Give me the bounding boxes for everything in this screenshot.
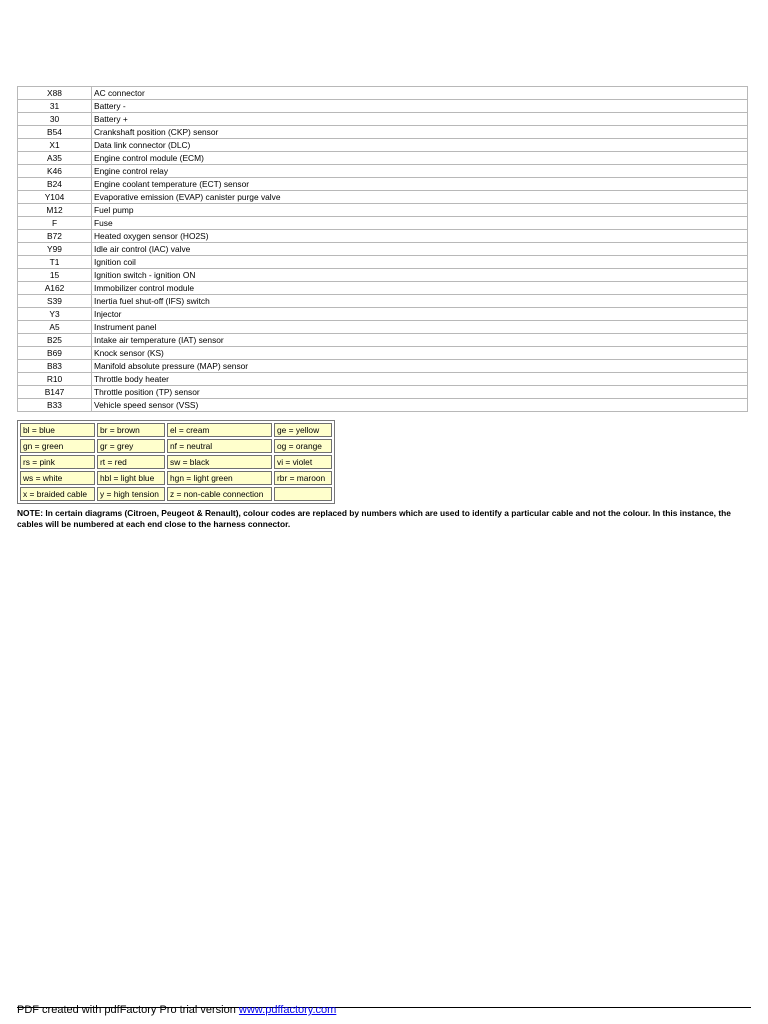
- colour-code-cell: br = brown: [97, 423, 165, 437]
- component-name: Fuse: [92, 217, 748, 230]
- table-row: [18, 87, 748, 100]
- colour-code-cell: y = high tension: [97, 487, 165, 501]
- component-code: B33: [18, 399, 92, 412]
- colour-code-cell: bl = blue: [20, 423, 95, 437]
- colour-code-cell: [274, 487, 332, 501]
- table-row: [18, 321, 748, 334]
- legend-row: [20, 471, 332, 485]
- table-row: [18, 126, 748, 139]
- component-code: B54: [18, 126, 92, 139]
- table-row: [18, 217, 748, 230]
- table-row: [18, 152, 748, 165]
- colour-code-cell: z = non-cable connection: [167, 487, 272, 501]
- colour-code-cell: rt = red: [97, 455, 165, 469]
- component-code: A5: [18, 321, 92, 334]
- component-code: B69: [18, 347, 92, 360]
- table-row: [18, 334, 748, 347]
- component-code: R10: [18, 373, 92, 386]
- component-name: Injector: [92, 308, 748, 321]
- component-code: 31: [18, 100, 92, 113]
- colour-code-cell: hgn = light green: [167, 471, 272, 485]
- component-name: Ignition switch - ignition ON: [92, 269, 748, 282]
- component-name: AC connector: [92, 87, 748, 100]
- component-code: B25: [18, 334, 92, 347]
- component-name: Instrument panel: [92, 321, 748, 334]
- colour-code-cell: sw = black: [167, 455, 272, 469]
- component-name: Knock sensor (KS): [92, 347, 748, 360]
- component-name: Fuel pump: [92, 204, 748, 217]
- table-row: [18, 308, 748, 321]
- component-code: K46: [18, 165, 92, 178]
- component-code: B83: [18, 360, 92, 373]
- table-row: [18, 373, 748, 386]
- legend-row: [20, 487, 332, 501]
- table-row: [18, 204, 748, 217]
- colour-code-note: NOTE: In certain diagrams (Citroen, Peugeot & Renault), colour codes are replaced by numbers which are used to identify a particular cable and not the colour. In this instance, the cables will be numbered at each end close to the harness connector.: [17, 508, 731, 529]
- component-name: Engine control relay: [92, 165, 748, 178]
- legend-row: [20, 423, 332, 437]
- table-row: [18, 386, 748, 399]
- component-code: A35: [18, 152, 92, 165]
- component-code: 15: [18, 269, 92, 282]
- legend-row: [20, 439, 332, 453]
- component-name: Engine coolant temperature (ECT) sensor: [92, 178, 748, 191]
- component-code: T1: [18, 256, 92, 269]
- component-name: Evaporative emission (EVAP) canister purge valve: [92, 191, 748, 204]
- component-name: Throttle position (TP) sensor: [92, 386, 748, 399]
- table-row: [18, 256, 748, 269]
- component-code: B72: [18, 230, 92, 243]
- colour-code-cell: ws = white: [20, 471, 95, 485]
- component-code: Y104: [18, 191, 92, 204]
- component-code: Y3: [18, 308, 92, 321]
- colour-code-cell: ge = yellow: [274, 423, 332, 437]
- component-code: F: [18, 217, 92, 230]
- colour-code-legend-body: [20, 423, 332, 501]
- component-code: B147: [18, 386, 92, 399]
- component-name: Data link connector (DLC): [92, 139, 748, 152]
- table-row: [18, 282, 748, 295]
- component-name: Manifold absolute pressure (MAP) sensor: [92, 360, 748, 373]
- component-name: Battery +: [92, 113, 748, 126]
- component-name: Ignition coil: [92, 256, 748, 269]
- table-row: [18, 230, 748, 243]
- table-row: [18, 100, 748, 113]
- footer-link[interactable]: www.pdffactory.com: [238, 1004, 337, 1016]
- colour-code-cell: rs = pink: [20, 455, 95, 469]
- component-name: Immobilizer control module: [92, 282, 748, 295]
- table-row: [18, 191, 748, 204]
- component-table: [17, 86, 748, 412]
- component-code: S39: [18, 295, 92, 308]
- table-row: [18, 360, 748, 373]
- component-name: Battery -: [92, 100, 748, 113]
- component-name: Crankshaft position (CKP) sensor: [92, 126, 748, 139]
- component-code: Y99: [18, 243, 92, 256]
- table-row: [18, 269, 748, 282]
- component-name: Inertia fuel shut-off (IFS) switch: [92, 295, 748, 308]
- colour-code-cell: gr = grey: [97, 439, 165, 453]
- component-name: Idle air control (IAC) valve: [92, 243, 748, 256]
- table-row: [18, 243, 748, 256]
- colour-code-cell: el = cream: [167, 423, 272, 437]
- component-name: Heated oxygen sensor (HO2S): [92, 230, 748, 243]
- table-row: [18, 113, 748, 126]
- table-row: [18, 139, 748, 152]
- table-row: [18, 295, 748, 308]
- colour-code-cell: vi = violet: [274, 455, 332, 469]
- component-name: Throttle body heater: [92, 373, 748, 386]
- component-code: M12: [18, 204, 92, 217]
- colour-code-cell: x = braided cable: [20, 487, 95, 501]
- footer-text: PDF created with pdfFactory Pro trial version: [17, 1004, 239, 1016]
- table-row: [18, 178, 748, 191]
- colour-code-legend: [17, 420, 335, 504]
- component-name: Vehicle speed sensor (VSS): [92, 399, 748, 412]
- colour-code-cell: nf = neutral: [167, 439, 272, 453]
- table-row: [18, 399, 748, 412]
- colour-code-cell: rbr = maroon: [274, 471, 332, 485]
- colour-code-cell: gn = green: [20, 439, 95, 453]
- component-code: X88: [18, 87, 92, 100]
- component-code: A162: [18, 282, 92, 295]
- pdf-footer: [17, 1004, 336, 1017]
- table-row: [18, 347, 748, 360]
- component-name: Engine control module (ECM): [92, 152, 748, 165]
- component-code: B24: [18, 178, 92, 191]
- legend-row: [20, 455, 332, 469]
- table-row: [18, 165, 748, 178]
- component-table-body: [18, 87, 748, 412]
- component-code: 30: [18, 113, 92, 126]
- component-code: X1: [18, 139, 92, 152]
- colour-code-cell: og = orange: [274, 439, 332, 453]
- component-name: Intake air temperature (IAT) sensor: [92, 334, 748, 347]
- colour-code-cell: hbl = light blue: [97, 471, 165, 485]
